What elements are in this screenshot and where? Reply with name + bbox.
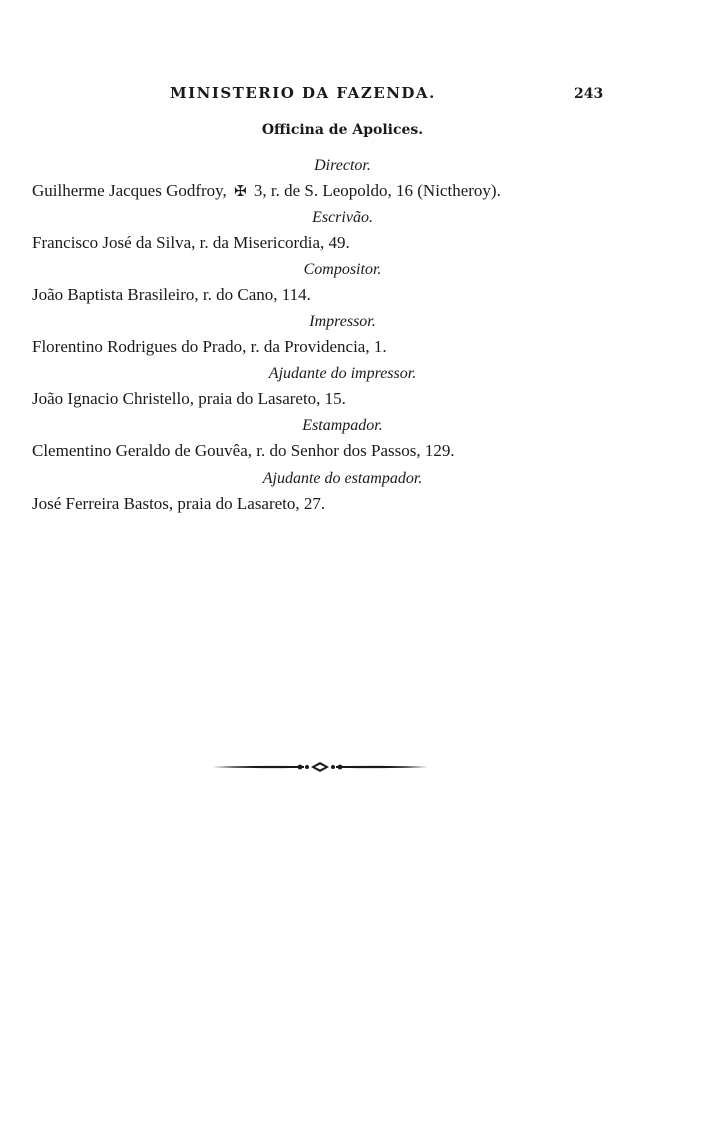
entry-director [32,181,501,201]
role-estampador: Estampador. [302,417,383,434]
decorative-rule-icon [212,760,428,774]
role-ajudante-impressor: Ajudante do impressor. [268,365,417,382]
entry-escrivao: Francisco José da Silva, r. da Misericordia, 49. [32,233,350,252]
section-title: Officina de Apolices. [261,122,424,138]
maltese-cross-icon: ✠ [234,184,247,200]
entry-impressor: Florentino Rodrigues do Prado, r. da Providencia, 1. [32,337,387,356]
role-impressor: Impressor. [309,313,376,330]
entry-ajudante-impressor: João Ignacio Christello, praia do Lasareto, 15. [32,389,346,408]
entry-address: 3, r. de S. Leopoldo, 16 (Nictheroy). [253,181,501,200]
role-director: Director. [314,157,371,174]
role-compositor: Compositor. [303,261,382,278]
entry-name: Guilherme Jacques Godfroy, [32,181,227,200]
entry-ajudante-estampador: José Ferreira Bastos, praia do Lasareto, 27. [32,494,326,513]
running-header [0,84,715,108]
page-number: 243 [574,86,604,102]
role-ajudante-estampador: Ajudante do estampador. [262,470,423,487]
entry-estampador: Clementino Geraldo de Gouvêa, r. do Senhor dos Passos, 129. [32,441,455,460]
entry-compositor: João Baptista Brasileiro, r. do Cano, 114. [32,285,311,304]
running-title: MINISTERIO DA FAZENDA. [170,84,436,102]
role-escrivao: Escrivão. [312,209,373,226]
